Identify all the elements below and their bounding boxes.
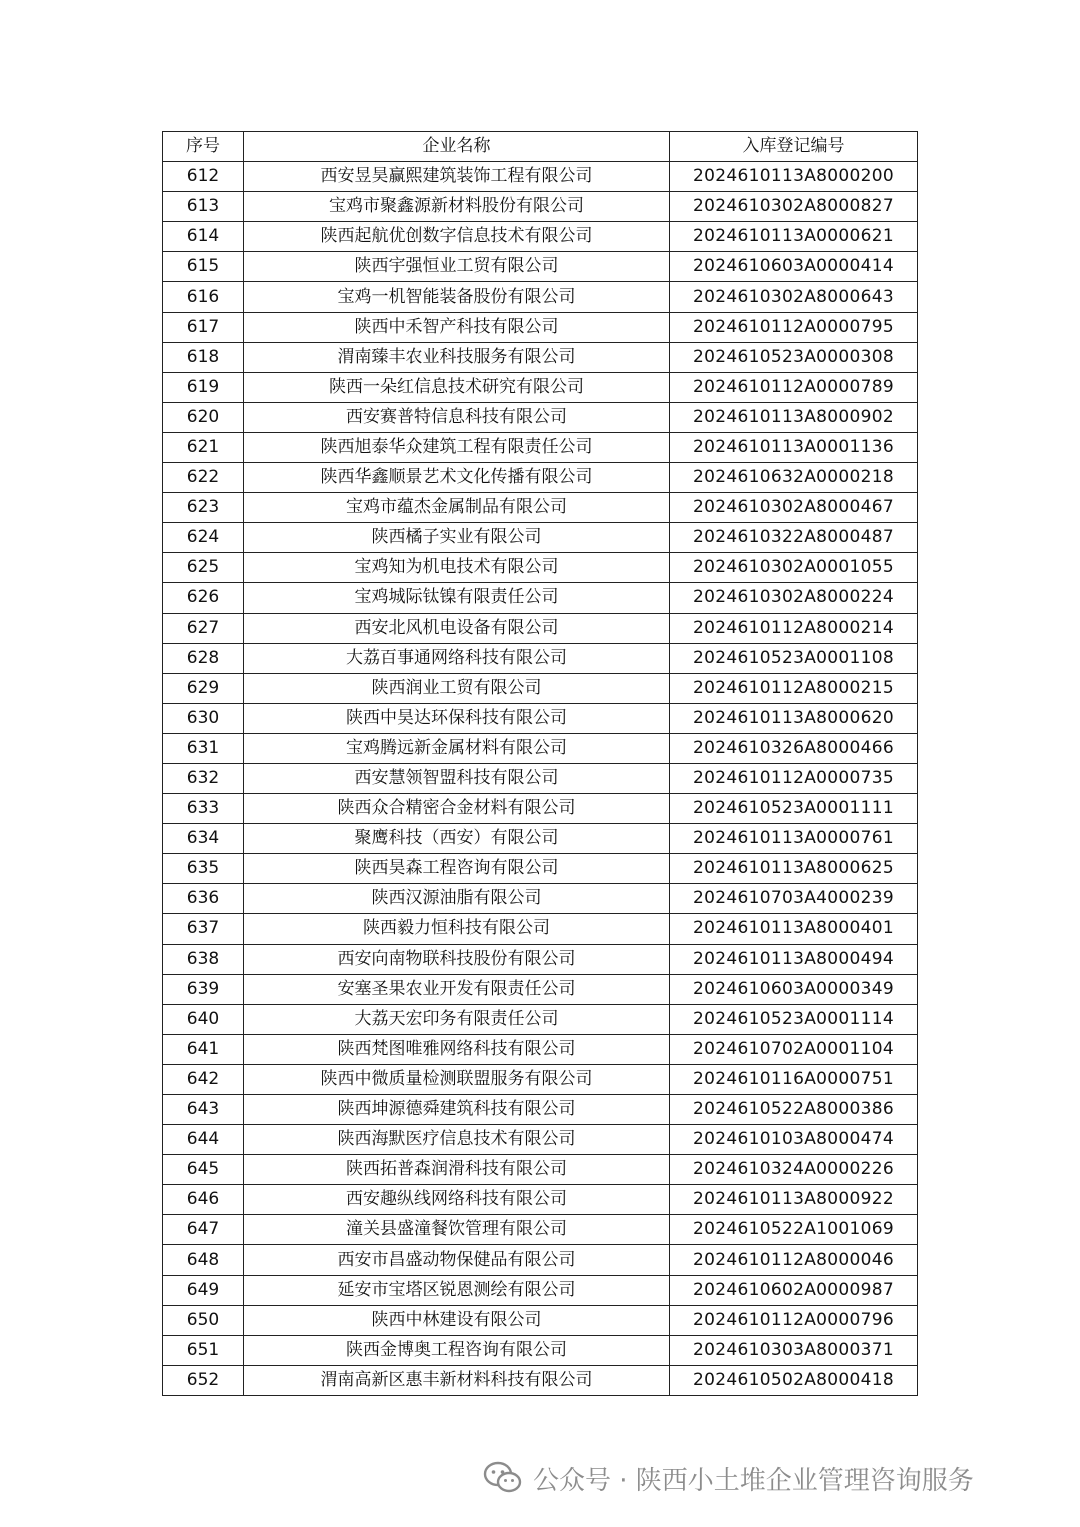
cell-registration-code: 2024610302A8000827	[670, 192, 918, 222]
cell-serial-number: 644	[163, 1125, 244, 1155]
table-row	[163, 824, 918, 854]
cell-company-name: 陕西众合精密合金材料有限公司	[244, 794, 670, 824]
cell-serial-number: 614	[163, 222, 244, 252]
cell-registration-code: 2024610112A0000795	[670, 312, 918, 342]
cell-serial-number: 634	[163, 824, 244, 854]
table-row	[163, 733, 918, 763]
cell-registration-code: 2024610113A8000401	[670, 914, 918, 944]
cell-serial-number: 643	[163, 1095, 244, 1125]
cell-registration-code: 2024610702A0001104	[670, 1034, 918, 1064]
cell-registration-code: 2024610112A8000215	[670, 673, 918, 703]
cell-serial-number: 639	[163, 974, 244, 1004]
table-row	[163, 613, 918, 643]
enterprise-registry-table	[162, 131, 918, 1396]
cell-company-name: 西安北风机电设备有限公司	[244, 613, 670, 643]
cell-company-name: 大荔百事通网络科技有限公司	[244, 643, 670, 673]
cell-serial-number: 617	[163, 312, 244, 342]
cell-registration-code: 2024610324A0000226	[670, 1155, 918, 1185]
table-row	[163, 282, 918, 312]
cell-company-name: 陕西拓普森润滑科技有限公司	[244, 1155, 670, 1185]
watermark-text: 公众号 · 陕西小土堆企业管理咨询服务	[533, 1465, 974, 1496]
cell-company-name: 陕西中林建设有限公司	[244, 1305, 670, 1335]
cell-registration-code: 2024610523A0000308	[670, 342, 918, 372]
wechat-icon	[483, 1461, 523, 1495]
cell-serial-number: 648	[163, 1245, 244, 1275]
cell-company-name: 陕西宇强恒业工贸有限公司	[244, 252, 670, 282]
header-company-name: 企业名称	[244, 132, 670, 162]
table-row	[163, 1305, 918, 1335]
cell-registration-code: 2024610302A8000643	[670, 282, 918, 312]
table-row	[163, 583, 918, 613]
cell-serial-number: 638	[163, 944, 244, 974]
cell-company-name: 宝鸡一机智能装备股份有限公司	[244, 282, 670, 312]
table-row	[163, 1185, 918, 1215]
cell-serial-number: 613	[163, 192, 244, 222]
cell-registration-code: 2024610523A0001111	[670, 794, 918, 824]
cell-registration-code: 2024610302A8000467	[670, 493, 918, 523]
table-row	[163, 372, 918, 402]
table-row	[163, 1335, 918, 1365]
table-row	[163, 312, 918, 342]
cell-serial-number: 642	[163, 1064, 244, 1094]
cell-serial-number: 623	[163, 493, 244, 523]
table-row	[163, 703, 918, 733]
cell-registration-code: 2024610303A8000371	[670, 1335, 918, 1365]
table-row	[163, 553, 918, 583]
cell-registration-code: 2024610113A8000922	[670, 1185, 918, 1215]
table-row	[163, 1004, 918, 1034]
cell-serial-number: 626	[163, 583, 244, 613]
cell-serial-number: 650	[163, 1305, 244, 1335]
cell-serial-number: 612	[163, 162, 244, 192]
cell-serial-number: 628	[163, 643, 244, 673]
cell-serial-number: 636	[163, 884, 244, 914]
cell-registration-code: 2024610602A0000987	[670, 1275, 918, 1305]
table-row	[163, 643, 918, 673]
cell-serial-number: 640	[163, 1004, 244, 1034]
cell-registration-code: 2024610103A8000474	[670, 1125, 918, 1155]
cell-company-name: 陕西起航优创数字信息技术有限公司	[244, 222, 670, 252]
cell-serial-number: 620	[163, 402, 244, 432]
cell-registration-code: 2024610113A8000625	[670, 854, 918, 884]
cell-serial-number: 637	[163, 914, 244, 944]
cell-registration-code: 2024610326A8000466	[670, 733, 918, 763]
cell-registration-code: 2024610322A8000487	[670, 523, 918, 553]
cell-company-name: 聚鹰科技（西安）有限公司	[244, 824, 670, 854]
cell-serial-number: 646	[163, 1185, 244, 1215]
cell-registration-code: 2024610112A0000735	[670, 763, 918, 793]
cell-serial-number: 633	[163, 794, 244, 824]
cell-serial-number: 616	[163, 282, 244, 312]
table-row	[163, 222, 918, 252]
cell-company-name: 西安赛普特信息科技有限公司	[244, 402, 670, 432]
cell-company-name: 宝鸡城际钛镍有限责任公司	[244, 583, 670, 613]
cell-serial-number: 647	[163, 1215, 244, 1245]
cell-company-name: 宝鸡市蕴杰金属制品有限公司	[244, 493, 670, 523]
table-row	[163, 1064, 918, 1094]
cell-registration-code: 2024610523A0001108	[670, 643, 918, 673]
table-header-row	[163, 132, 918, 162]
table-row	[163, 1034, 918, 1064]
cell-company-name: 延安市宝塔区锐恩测绘有限公司	[244, 1275, 670, 1305]
cell-registration-code: 2024610112A8000214	[670, 613, 918, 643]
cell-company-name: 宝鸡市聚鑫源新材料股份有限公司	[244, 192, 670, 222]
cell-serial-number: 630	[163, 703, 244, 733]
cell-registration-code: 2024610603A0000414	[670, 252, 918, 282]
cell-serial-number: 622	[163, 463, 244, 493]
cell-serial-number: 631	[163, 733, 244, 763]
cell-serial-number: 635	[163, 854, 244, 884]
cell-registration-code: 2024610522A8000386	[670, 1095, 918, 1125]
table-row	[163, 162, 918, 192]
cell-serial-number: 629	[163, 673, 244, 703]
cell-company-name: 西安慧领智盟科技有限公司	[244, 763, 670, 793]
table-row	[163, 432, 918, 462]
cell-serial-number: 632	[163, 763, 244, 793]
cell-company-name: 潼关县盛潼餐饮管理有限公司	[244, 1215, 670, 1245]
cell-company-name: 陕西毅力恒科技有限公司	[244, 914, 670, 944]
cell-company-name: 陕西坤源德舜建筑科技有限公司	[244, 1095, 670, 1125]
cell-company-name: 宝鸡知为机电技术有限公司	[244, 553, 670, 583]
cell-company-name: 西安趣纵线网络科技有限公司	[244, 1185, 670, 1215]
cell-company-name: 西安向南物联科技股份有限公司	[244, 944, 670, 974]
cell-company-name: 渭南臻丰农业科技服务有限公司	[244, 342, 670, 372]
cell-registration-code: 2024610703A4000239	[670, 884, 918, 914]
cell-registration-code: 2024610632A0000218	[670, 463, 918, 493]
header-serial-number: 序号	[163, 132, 244, 162]
cell-company-name: 陕西海默医疗信息技术有限公司	[244, 1125, 670, 1155]
cell-serial-number: 621	[163, 432, 244, 462]
cell-registration-code: 2024610113A8000620	[670, 703, 918, 733]
cell-company-name: 陕西润业工贸有限公司	[244, 673, 670, 703]
table-row	[163, 463, 918, 493]
table-row	[163, 1365, 918, 1395]
cell-company-name: 陕西金博奥工程咨询有限公司	[244, 1335, 670, 1365]
cell-registration-code: 2024610112A8000046	[670, 1245, 918, 1275]
cell-registration-code: 2024610113A8000200	[670, 162, 918, 192]
cell-company-name: 宝鸡腾远新金属材料有限公司	[244, 733, 670, 763]
cell-serial-number: 627	[163, 613, 244, 643]
cell-registration-code: 2024610116A0000751	[670, 1064, 918, 1094]
table-row	[163, 974, 918, 1004]
cell-company-name: 西安市昌盛动物保健品有限公司	[244, 1245, 670, 1275]
cell-company-name: 陕西汉源油脂有限公司	[244, 884, 670, 914]
table-row	[163, 944, 918, 974]
cell-serial-number: 618	[163, 342, 244, 372]
cell-company-name: 陕西昊森工程咨询有限公司	[244, 854, 670, 884]
cell-company-name: 陕西橘子实业有限公司	[244, 523, 670, 553]
table-row	[163, 1215, 918, 1245]
cell-registration-code: 2024610603A0000349	[670, 974, 918, 1004]
table-row	[163, 1125, 918, 1155]
cell-registration-code: 2024610113A0001136	[670, 432, 918, 462]
cell-registration-code: 2024610523A0001114	[670, 1004, 918, 1034]
cell-registration-code: 2024610113A0000761	[670, 824, 918, 854]
cell-registration-code: 2024610113A0000621	[670, 222, 918, 252]
cell-company-name: 西安昱昊赢熙建筑装饰工程有限公司	[244, 162, 670, 192]
cell-serial-number: 652	[163, 1365, 244, 1395]
table-row	[163, 763, 918, 793]
cell-company-name: 陕西中禾智产科技有限公司	[244, 312, 670, 342]
cell-registration-code: 2024610522A1001069	[670, 1215, 918, 1245]
cell-company-name: 大荔天宏印务有限责任公司	[244, 1004, 670, 1034]
cell-registration-code: 2024610112A0000789	[670, 372, 918, 402]
table-row	[163, 493, 918, 523]
cell-serial-number: 641	[163, 1034, 244, 1064]
cell-registration-code: 2024610112A0000796	[670, 1305, 918, 1335]
cell-registration-code: 2024610113A8000902	[670, 402, 918, 432]
table-row	[163, 342, 918, 372]
cell-registration-code: 2024610113A8000494	[670, 944, 918, 974]
table-row	[163, 523, 918, 553]
cell-registration-code: 2024610302A8000224	[670, 583, 918, 613]
table-row	[163, 252, 918, 282]
table-row	[163, 1095, 918, 1125]
cell-serial-number: 619	[163, 372, 244, 402]
table-row	[163, 192, 918, 222]
watermark	[483, 1458, 974, 1498]
table-row	[163, 1155, 918, 1185]
cell-company-name: 陕西中微质量检测联盟服务有限公司	[244, 1064, 670, 1094]
cell-company-name: 陕西一朵红信息技术研究有限公司	[244, 372, 670, 402]
cell-company-name: 安塞圣果农业开发有限责任公司	[244, 974, 670, 1004]
cell-company-name: 陕西旭泰华众建筑工程有限责任公司	[244, 432, 670, 462]
cell-company-name: 陕西华鑫顺景艺术文化传播有限公司	[244, 463, 670, 493]
cell-serial-number: 649	[163, 1275, 244, 1305]
table-row	[163, 794, 918, 824]
cell-company-name: 陕西梵图唯雅网络科技有限公司	[244, 1034, 670, 1064]
cell-serial-number: 625	[163, 553, 244, 583]
table-row	[163, 914, 918, 944]
cell-serial-number: 651	[163, 1335, 244, 1365]
header-registration-code: 入库登记编号	[670, 132, 918, 162]
cell-serial-number: 615	[163, 252, 244, 282]
table-row	[163, 673, 918, 703]
cell-serial-number: 624	[163, 523, 244, 553]
table-body	[163, 162, 918, 1396]
cell-serial-number: 645	[163, 1155, 244, 1185]
table-row	[163, 854, 918, 884]
cell-company-name: 陕西中昊达环保科技有限公司	[244, 703, 670, 733]
cell-registration-code: 2024610502A8000418	[670, 1365, 918, 1395]
table-row	[163, 884, 918, 914]
table-row	[163, 402, 918, 432]
table-row	[163, 1245, 918, 1275]
cell-company-name: 渭南高新区惠丰新材料科技有限公司	[244, 1365, 670, 1395]
cell-registration-code: 2024610302A0001055	[670, 553, 918, 583]
table-row	[163, 1275, 918, 1305]
